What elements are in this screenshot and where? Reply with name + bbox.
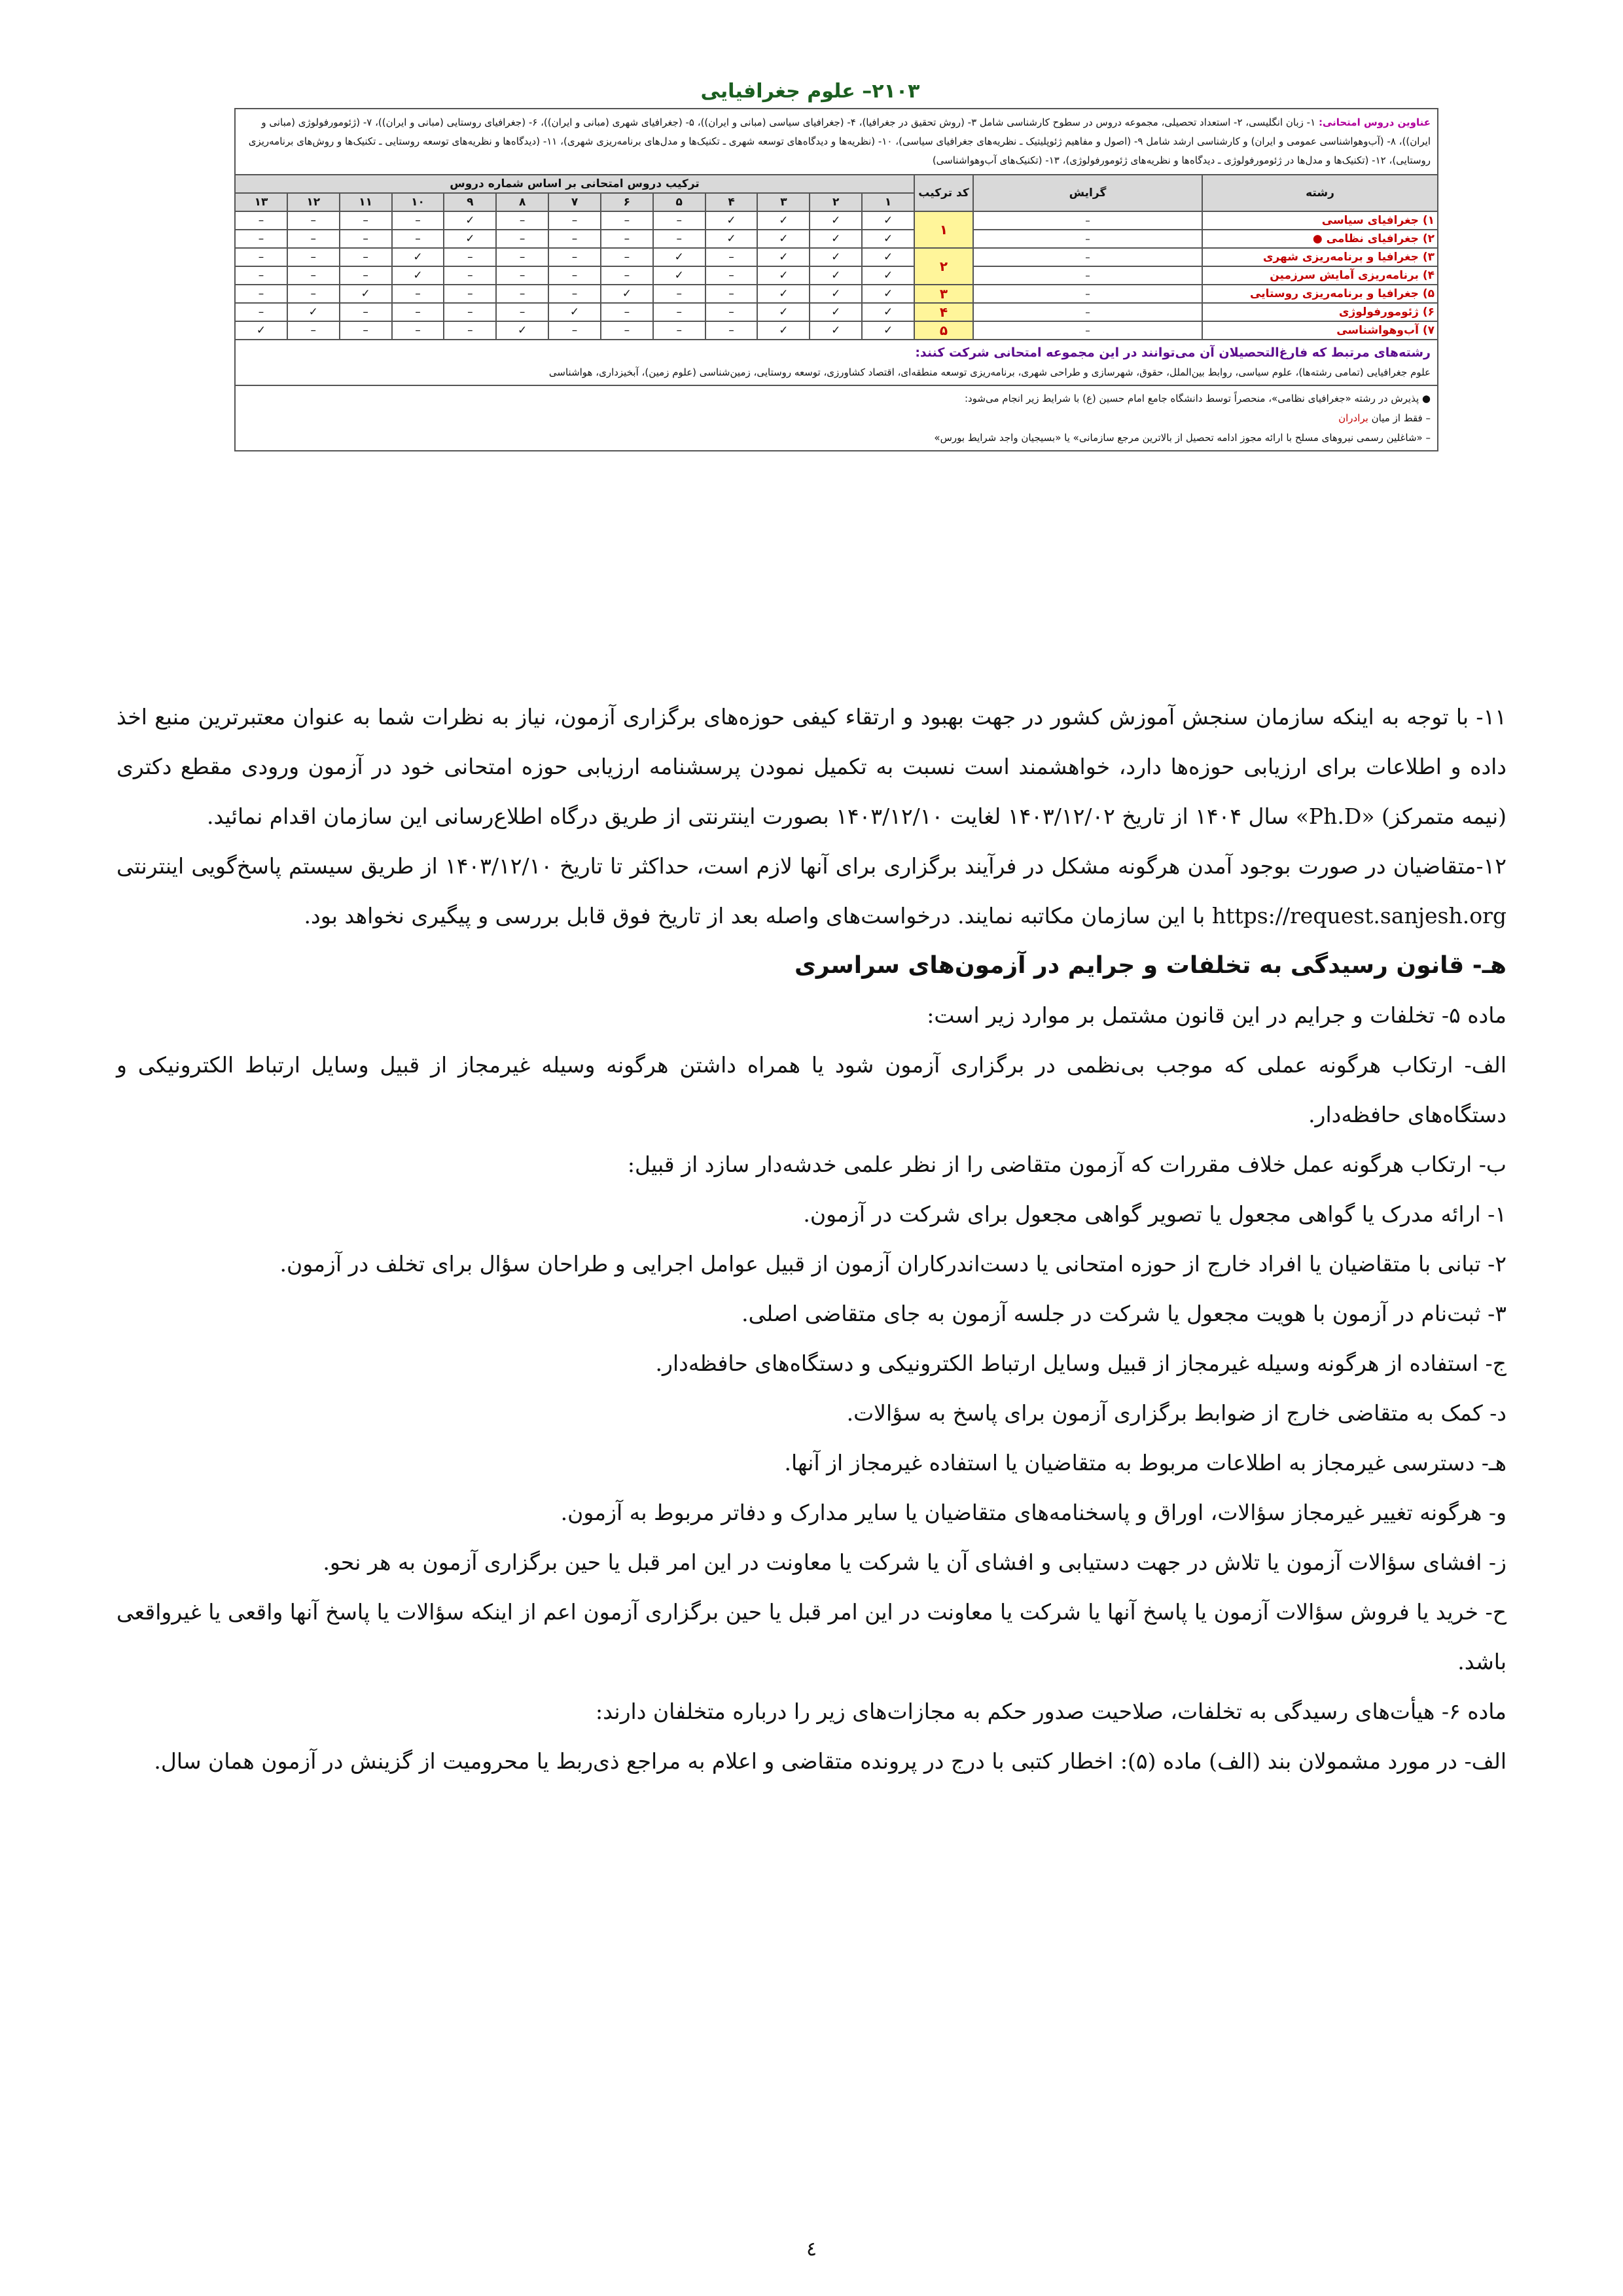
- dash-cell: –: [287, 266, 340, 285]
- article-5: ماده ۵- تخلفات و جرایم در این قانون مشتمل بر موارد زیر است:: [927, 1002, 1507, 1028]
- exam-subjects-label: عناوین دروس امتحانی:: [1318, 116, 1431, 128]
- note-2-prefix: – فقط از میان: [1368, 412, 1431, 424]
- check-icon: ✓: [496, 321, 548, 340]
- clause-be: ب- ارتکاب هرگونه عمل خلاف مقررات که آزمون متقاضی را از نظر علمی خدشه‌دار سازد از قبیل:: [627, 1152, 1507, 1177]
- field-name: ۵) جغرافیا و برنامه‌ریزی روستایی: [1202, 285, 1438, 303]
- check-icon: ✓: [862, 248, 914, 266]
- document-body: [116, 692, 1507, 1786]
- course-number-header: ۶: [601, 193, 653, 211]
- page-number: ٤: [806, 2238, 817, 2261]
- dash-cell: –: [392, 230, 444, 248]
- check-icon: ✓: [287, 303, 340, 321]
- dash-cell: –: [548, 211, 601, 230]
- clause-alef: الف- ارتکاب هرگونه عملی که موجب بی‌نظمی در برگزاری آزمون شود یا همراه داشتن هرگونه وسیله غیرمجاز از قبیل وسایل ارتباط الکترونیکی و دستگاه‌های حافظه‌دار.: [116, 1052, 1507, 1127]
- dash-cell: –: [496, 266, 548, 285]
- code-header: کد ترکیب: [914, 175, 973, 211]
- dash-cell: –: [235, 285, 287, 303]
- phd-term: Ph.D: [1308, 804, 1362, 829]
- check-icon: ✓: [757, 303, 810, 321]
- clause-be-2: ۲- تبانی با متقاضیان یا افراد خارج از حوزه امتحانی یا دست‌اندرکاران آزمون از قبیل عوامل اجرایی و طراحان سؤال برای تخلف در آزمون.: [279, 1251, 1507, 1277]
- paragraph-11: [116, 692, 1507, 841]
- course-number-header: ۹: [444, 193, 496, 211]
- header-row-1: [183, 175, 1438, 193]
- dash-cell: –: [705, 285, 758, 303]
- clause-ze: ز- افشای سؤالات آزمون یا تلاش در جهت دستیابی و افشای آن یا شرکت یا معاونت در این امر قبل یا حین برگزاری آزمون به هر نحو.: [323, 1549, 1507, 1575]
- orientation-cell: –: [973, 303, 1202, 321]
- course-number-header: ۱۲: [287, 193, 340, 211]
- orientation-header: گرایش: [973, 175, 1202, 211]
- combination-code: ۴: [914, 303, 973, 321]
- course-number-header: ۴: [705, 193, 758, 211]
- dash-cell: –: [287, 230, 340, 248]
- dash-cell: –: [601, 230, 653, 248]
- combination-code: ۳: [914, 285, 973, 303]
- check-icon: ✓: [757, 266, 810, 285]
- article-6: ماده ۶- هیأت‌های رسیدگی به تخلفات، صلاحیت صدور حکم به مجازات‌های زیر را درباره متخلفان دارند:: [595, 1699, 1507, 1724]
- check-icon: ✓: [705, 211, 758, 230]
- check-icon: ✓: [601, 285, 653, 303]
- course-number-header: ۷: [548, 193, 601, 211]
- orientation-cell: –: [973, 266, 1202, 285]
- dash-cell: –: [653, 303, 705, 321]
- exam-combination-table: [182, 108, 1438, 451]
- course-number-header: ۸: [496, 193, 548, 211]
- dash-cell: –: [548, 266, 601, 285]
- field-name: ۴) برنامه‌ریزی آمایش سرزمین: [1202, 266, 1438, 285]
- dash-cell: –: [340, 230, 392, 248]
- course-number-header: ۳: [757, 193, 810, 211]
- dash-cell: –: [601, 266, 653, 285]
- table-row: [183, 266, 1438, 285]
- related-fields-cell: [235, 340, 1438, 385]
- dash-cell: –: [392, 303, 444, 321]
- check-icon: ✓: [810, 211, 862, 230]
- table-row: [183, 321, 1438, 340]
- dash-cell: –: [340, 266, 392, 285]
- notes-row: [183, 385, 1438, 451]
- table-row: [183, 230, 1438, 248]
- field-name: ۷) آب‌وهواشناسی: [1202, 321, 1438, 340]
- exam-subjects-text: ۱- زبان انگلیسی، ۲- استعداد تحصیلی، مجموعه دروس در سطوح کارشناسی شامل ۳- (روش تحقیق در جغرافیا)، ۴- (جغرافیای سیاسی (مبانی و ایران))، ۵- (جغرافیای شهری (مبانی و ایران))، ۶- (جغرافیای روستایی (مبانی و ایران))، ۷- (ژئومورفولوژی (مبانی و ایران))، ۸- (آب‌وهواشناسی عمومی و ایران) و کارشناسی ارشد شامل ۹- (اصول و مفاهیم ژئوپلیتیک ـ نظریه‌های جغرافیای سیاسی)، ۱۰- (نظریه‌ها و دیدگاه‌های توسعه شهری ـ تکنیک‌ها و مدل‌های برنامه‌ریزی شهری)، ۱۱- (دیدگاه‌ها و نظریه‌های توسعه روستایی ـ تکنیک‌ها و روش‌های برنامه‌ریزی روستایی)، ۱۲- (تکنیک‌ها و مدل‌ها در ژئومورفولوژی ـ دیدگاه‌ها و نظریه‌های ژئومورفولوژی)، ۱۳- (تکنیک‌های آب‌وهواشناسی): [248, 116, 1431, 166]
- notes-cell: [235, 385, 1438, 451]
- paragraph-12: [116, 841, 1507, 941]
- dash-cell: –: [653, 285, 705, 303]
- field-name: ۶) ژئومورفولوژی: [1202, 303, 1438, 321]
- combination-header: ترکیب دروس امتحانی بر اساس شماره دروس: [235, 175, 914, 193]
- dash-cell: –: [496, 248, 548, 266]
- field-name: ۲) جغرافیای نظامی ●: [1202, 230, 1438, 248]
- table-body: [183, 211, 1438, 340]
- check-icon: ✓: [810, 321, 862, 340]
- dash-cell: –: [392, 285, 444, 303]
- dash-cell: –: [548, 285, 601, 303]
- dash-cell: –: [444, 266, 496, 285]
- field-header: رشته: [1202, 175, 1438, 211]
- dash-cell: –: [705, 321, 758, 340]
- table-row: [183, 211, 1438, 230]
- clause-he: هـ- دسترسی غیرمجاز به اطلاعات مربوط به متقاضیان یا استفاده غیرمجاز از آنها.: [784, 1450, 1507, 1475]
- check-icon: ✓: [810, 266, 862, 285]
- combination-code: ۵: [914, 321, 973, 340]
- exam-combination-table-wrap: [182, 108, 1438, 451]
- dash-cell: –: [705, 266, 758, 285]
- dash-cell: –: [548, 321, 601, 340]
- course-number-header: ۵: [653, 193, 705, 211]
- field-name: ۱) جغرافیای سیاسی: [1202, 211, 1438, 230]
- note-3: – «شاغلین رسمی نیروهای مسلح با ارائه مجوز ادامه تحصیل از بالاترین مرجع سازمانی» یا «بسیجیان واجد شرایط بورس»: [934, 432, 1431, 444]
- check-icon: ✓: [757, 321, 810, 340]
- related-fields-row: [183, 340, 1438, 385]
- check-icon: ✓: [653, 248, 705, 266]
- course-number-header: ۲: [810, 193, 862, 211]
- dash-cell: –: [496, 230, 548, 248]
- check-icon: ✓: [862, 266, 914, 285]
- table-row: [183, 248, 1438, 266]
- table-row: [183, 285, 1438, 303]
- paragraph-11-part-1: ۱۱- با توجه به اینکه سازمان سنجش آموزش کشور در جهت بهبود و ارتقاء کیفی حوزه‌های برگزاری آزمون، نیاز به نظرات شما به عنوان معتبرترین منبع اخذ داده و اطلاعات برای ارزیابی حوزه‌ها دارد، خواهشمند است نسبت به تکمیل نمودن پرسشنامه ارزیابی حوزه امتحانی خود در آزمون ورودی مقطع دکتری (نیمه متمرکز) «: [116, 704, 1507, 829]
- check-icon: ✓: [862, 303, 914, 321]
- check-icon: ✓: [810, 303, 862, 321]
- dash-cell: –: [287, 248, 340, 266]
- dash-cell: –: [548, 248, 601, 266]
- dash-cell: –: [287, 321, 340, 340]
- course-number-header: ۱۳: [235, 193, 287, 211]
- related-fields-heading: رشته‌های مرتبط که فارغ‌التحصیلان آن می‌توانند در این مجموعه امتحانی شرکت کنند:: [915, 345, 1431, 360]
- dash-cell: –: [444, 303, 496, 321]
- paragraph-12-part-2: با این سازمان مکاتبه نمایند. درخواست‌های واصله بعد از تاریخ فوق قابل بررسی و پیگیری نخواهد بود.: [304, 903, 1212, 928]
- check-icon: ✓: [653, 266, 705, 285]
- note-2-highlight: برادران: [1338, 412, 1368, 424]
- request-url-link[interactable]: https://request.sanjesh.org: [1211, 903, 1507, 928]
- dash-cell: –: [444, 248, 496, 266]
- dash-cell: –: [496, 285, 548, 303]
- orientation-cell: –: [973, 211, 1202, 230]
- paragraph-11-part-2: » سال ۱۴۰۴ از تاریخ ۱۴۰۳/۱۲/۰۲ لغایت ۱۴۰۳/۱۲/۱۰ بصورت اینترنتی از طریق درگاه اطلاع‌رسانی این سازمان اقدام نمائید.: [206, 804, 1309, 829]
- check-icon: ✓: [392, 266, 444, 285]
- dash-cell: –: [392, 321, 444, 340]
- combination-code: ۲: [914, 248, 973, 285]
- dash-cell: –: [235, 211, 287, 230]
- related-fields-text: علوم جغرافیایی (تمامی رشته‌ها)، علوم سیاسی، روابط بین‌الملل، حقوق، شهرسازی و طراحی شهری، برنامه‌ریزی توسعه منطقه‌ای، اقتصاد کشاورزی، توسعه روستایی، زمین‌شناسی (علوم زمین)، آبخیزداری، هواشناسی: [548, 366, 1431, 378]
- dash-cell: –: [235, 266, 287, 285]
- check-icon: ✓: [810, 285, 862, 303]
- orientation-cell: –: [973, 230, 1202, 248]
- dash-cell: –: [235, 230, 287, 248]
- note-1: ● پذیرش در رشته «جغرافیای نظامی»، منحصراً توسط دانشگاه جامع امام حسین (ع) با شرایط زیر انجام می‌شود:: [964, 393, 1431, 404]
- clause-jim: ج- استفاده از هرگونه وسیله غیرمجاز از قبیل وسایل ارتباط الکترونیکی و دستگاه‌های حافظه‌دار.: [655, 1351, 1507, 1376]
- dash-cell: –: [653, 321, 705, 340]
- dash-cell: –: [340, 321, 392, 340]
- check-icon: ✓: [862, 230, 914, 248]
- field-name: ۳) جغرافیا و برنامه‌ریزی شهری: [1202, 248, 1438, 266]
- dash-cell: –: [601, 321, 653, 340]
- dash-cell: –: [653, 211, 705, 230]
- check-icon: ✓: [757, 285, 810, 303]
- check-icon: ✓: [757, 248, 810, 266]
- check-icon: ✓: [810, 248, 862, 266]
- check-icon: ✓: [548, 303, 601, 321]
- clause-be-1: ۱- ارائه مدرک یا گواهی مجعول یا تصویر گواهی مجعول برای شرکت در آزمون.: [803, 1201, 1507, 1227]
- course-number-header: ۱: [862, 193, 914, 211]
- check-icon: ✓: [444, 230, 496, 248]
- check-icon: ✓: [340, 285, 392, 303]
- clause-dal: د- کمک به متقاضی خارج از ضوابط برگزاری آزمون برای پاسخ به سؤالات.: [846, 1400, 1507, 1426]
- course-number-header: ۱۰: [392, 193, 444, 211]
- course-number-header: ۱۱: [340, 193, 392, 211]
- dash-cell: –: [496, 303, 548, 321]
- dash-cell: –: [601, 248, 653, 266]
- dash-cell: –: [496, 211, 548, 230]
- dash-cell: –: [705, 303, 758, 321]
- check-icon: ✓: [862, 285, 914, 303]
- check-icon: ✓: [757, 230, 810, 248]
- clause-be-3: ۳- ثبت‌نام در آزمون با هویت مجعول یا شرکت در جلسه آزمون به جای متقاضی اصلی.: [741, 1301, 1507, 1326]
- table-row: [183, 303, 1438, 321]
- dash-cell: –: [601, 211, 653, 230]
- section-heading: هـ- قانون رسیدگی به تخلفات و جرایم در آزمون‌های سراسری: [794, 952, 1507, 979]
- article-6-clause-alef: الف- در مورد مشمولان بند (الف) ماده (۵): اخطار کتبی با درج در پرونده متقاضی و اعلام به مراجع ذی‌ربط یا محرومیت از گزینش در آزمون همان سال.: [154, 1748, 1507, 1774]
- check-icon: ✓: [757, 211, 810, 230]
- check-icon: ✓: [392, 248, 444, 266]
- exam-subjects-cell: [235, 109, 1438, 175]
- dash-cell: –: [340, 211, 392, 230]
- dash-cell: –: [235, 248, 287, 266]
- check-icon: ✓: [810, 230, 862, 248]
- clause-he-2: ح- خرید یا فروش سؤالات آزمون یا پاسخ آنها یا شرکت یا معاونت در این امر قبل یا حین برگزاری آزمون اعم از اینکه سؤالات یا پاسخ آنها واقعی یا غیرواقعی باشد.: [116, 1599, 1507, 1674]
- table-title: ۲۱۰۳– علوم جغرافیایی: [700, 80, 920, 103]
- exam-subjects-row: [183, 109, 1438, 175]
- orientation-cell: –: [973, 285, 1202, 303]
- dash-cell: –: [601, 303, 653, 321]
- combination-code: ۱: [914, 211, 973, 248]
- dash-cell: –: [548, 230, 601, 248]
- dash-cell: –: [444, 321, 496, 340]
- orientation-cell: –: [973, 321, 1202, 340]
- dash-cell: –: [444, 285, 496, 303]
- dash-cell: –: [235, 303, 287, 321]
- dash-cell: –: [340, 248, 392, 266]
- clause-vav: و- هرگونه تغییر غیرمجاز سؤالات، اوراق و پاسخنامه‌های متقاضیان یا سایر مدارک و دفاتر مربوط به آزمون.: [560, 1500, 1507, 1525]
- check-icon: ✓: [705, 230, 758, 248]
- dash-cell: –: [705, 248, 758, 266]
- dash-cell: –: [340, 303, 392, 321]
- check-icon: ✓: [862, 321, 914, 340]
- note-2: [242, 408, 1431, 428]
- orientation-cell: –: [973, 248, 1202, 266]
- dash-cell: –: [287, 285, 340, 303]
- check-icon: ✓: [444, 211, 496, 230]
- dash-cell: –: [653, 230, 705, 248]
- dash-cell: –: [287, 211, 340, 230]
- check-icon: ✓: [235, 321, 287, 340]
- check-icon: ✓: [862, 211, 914, 230]
- paragraph-12-part-1: ۱۲-متقاضیان در صورت بوجود آمدن هرگونه مشکل در فرآیند برگزاری برای آنها لازم است، حداکثر تا تاریخ ۱۴۰۳/۱۲/۱۰ از طریق سیستم پاسخ‌گویی اینترنتی: [116, 853, 1507, 879]
- dash-cell: –: [392, 211, 444, 230]
